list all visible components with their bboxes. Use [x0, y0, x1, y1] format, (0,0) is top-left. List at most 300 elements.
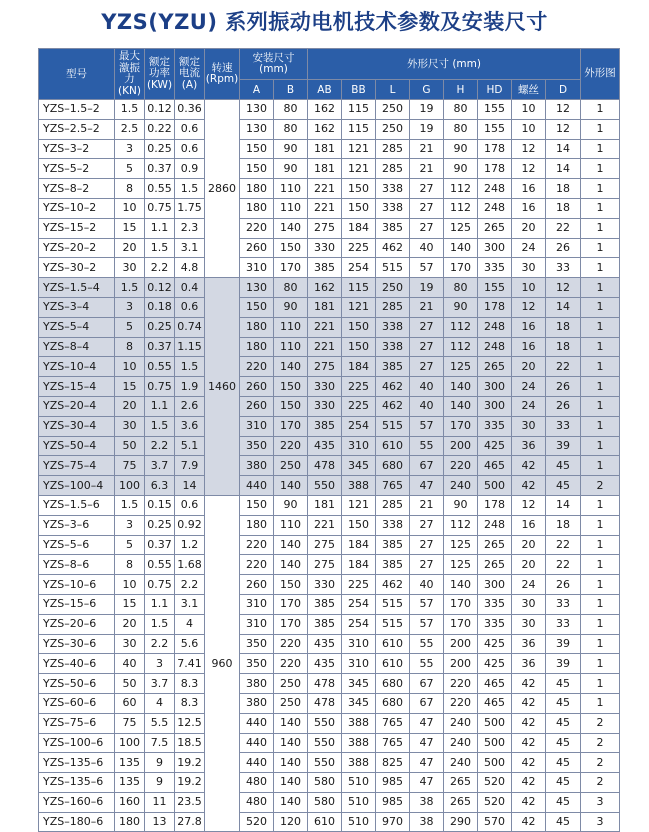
value-cell: 0.37	[145, 159, 175, 179]
value-cell: 47	[410, 753, 444, 773]
value-cell: 250	[274, 456, 308, 476]
value-cell: 180	[240, 179, 274, 199]
value-cell: 140	[274, 218, 308, 238]
value-cell: 150	[240, 159, 274, 179]
value-cell: 1.9	[175, 377, 205, 397]
table-row	[39, 357, 620, 377]
value-cell: 220	[444, 674, 478, 694]
model-cell: YZS–100–4	[39, 476, 115, 496]
table-row	[39, 218, 620, 238]
value-cell: 345	[342, 693, 376, 713]
value-cell: 250	[376, 119, 410, 139]
value-cell: 510	[342, 773, 376, 793]
value-cell: 1	[581, 575, 620, 595]
value-cell: 140	[444, 396, 478, 416]
value-cell: 500	[478, 713, 512, 733]
value-cell: 1	[581, 179, 620, 199]
value-cell: 290	[444, 812, 478, 832]
header-outline: 外形尺寸 (mm)	[308, 49, 581, 80]
value-cell: 680	[376, 693, 410, 713]
value-cell: 250	[376, 278, 410, 298]
table-row	[39, 614, 620, 634]
value-cell: 13	[145, 812, 175, 832]
table-row	[39, 575, 620, 595]
value-cell: 2.2	[145, 436, 175, 456]
value-cell: 5	[115, 159, 145, 179]
value-cell: 220	[444, 693, 478, 713]
value-cell: 50	[115, 674, 145, 694]
value-cell: 80	[274, 119, 308, 139]
table-row	[39, 416, 620, 436]
value-cell: 30	[512, 614, 546, 634]
value-cell: 1	[581, 416, 620, 436]
value-cell: 55	[410, 436, 444, 456]
value-cell: 170	[274, 614, 308, 634]
table-row	[39, 159, 620, 179]
value-cell: 680	[376, 674, 410, 694]
value-cell: 6.3	[145, 476, 175, 496]
value-cell: 67	[410, 674, 444, 694]
value-cell: 22	[546, 357, 581, 377]
table-row	[39, 733, 620, 753]
value-cell: 300	[478, 396, 512, 416]
value-cell: 42	[512, 674, 546, 694]
value-cell: 140	[274, 476, 308, 496]
value-cell: 3.7	[145, 674, 175, 694]
value-cell: 3.7	[145, 456, 175, 476]
value-cell: 515	[376, 614, 410, 634]
value-cell: 16	[512, 317, 546, 337]
value-cell: 510	[342, 812, 376, 832]
value-cell: 1.5	[145, 238, 175, 258]
value-cell: 221	[308, 515, 342, 535]
value-cell: 300	[478, 377, 512, 397]
value-cell: 275	[308, 535, 342, 555]
value-cell: 310	[342, 634, 376, 654]
value-cell: 550	[308, 476, 342, 496]
value-cell: 1.5	[115, 278, 145, 298]
value-cell: 220	[240, 357, 274, 377]
value-cell: 221	[308, 198, 342, 218]
model-cell: YZS–30–4	[39, 416, 115, 436]
value-cell: 1	[581, 278, 620, 298]
value-cell: 90	[274, 139, 308, 159]
value-cell: 42	[512, 773, 546, 793]
value-cell: 125	[444, 555, 478, 575]
value-cell: 112	[444, 179, 478, 199]
model-cell: YZS–10–2	[39, 198, 115, 218]
value-cell: 115	[342, 119, 376, 139]
value-cell: 0.6	[175, 119, 205, 139]
value-cell: 181	[308, 159, 342, 179]
value-cell: 580	[308, 773, 342, 793]
value-cell: 200	[444, 654, 478, 674]
value-cell: 3	[115, 515, 145, 535]
value-cell: 20	[512, 218, 546, 238]
value-cell: 130	[240, 100, 274, 120]
value-cell: 38	[410, 792, 444, 812]
value-cell: 2.2	[145, 634, 175, 654]
value-cell: 30	[512, 416, 546, 436]
value-cell: 16	[512, 198, 546, 218]
model-cell: YZS–160–6	[39, 792, 115, 812]
value-cell: 500	[478, 733, 512, 753]
value-cell: 21	[410, 159, 444, 179]
value-cell: 225	[342, 238, 376, 258]
table-row	[39, 634, 620, 654]
table-row	[39, 278, 620, 298]
value-cell: 19	[410, 100, 444, 120]
value-cell: 462	[376, 377, 410, 397]
value-cell: 310	[240, 258, 274, 278]
value-cell: 825	[376, 753, 410, 773]
value-cell: 42	[512, 713, 546, 733]
value-cell: 170	[274, 258, 308, 278]
value-cell: 155	[478, 100, 512, 120]
value-cell: 520	[240, 812, 274, 832]
value-cell: 155	[478, 278, 512, 298]
value-cell: 515	[376, 258, 410, 278]
value-cell: 248	[478, 337, 512, 357]
value-cell: 0.25	[145, 139, 175, 159]
value-cell: 765	[376, 476, 410, 496]
value-cell: 478	[308, 456, 342, 476]
model-cell: YZS–8–4	[39, 337, 115, 357]
value-cell: 1	[581, 674, 620, 694]
value-cell: 350	[240, 634, 274, 654]
value-cell: 200	[444, 436, 478, 456]
model-cell: YZS–20–6	[39, 614, 115, 634]
value-cell: 140	[274, 535, 308, 555]
value-cell: 112	[444, 198, 478, 218]
table-row	[39, 753, 620, 773]
value-cell: 42	[512, 753, 546, 773]
value-cell: 478	[308, 674, 342, 694]
value-cell: 162	[308, 100, 342, 120]
value-cell: 425	[478, 654, 512, 674]
value-cell: 300	[478, 575, 512, 595]
value-cell: 520	[478, 773, 512, 793]
header-current: 额定电流(A)	[175, 49, 205, 100]
model-cell: YZS–3–6	[39, 515, 115, 535]
subheader-cell: 螺丝	[512, 80, 546, 100]
value-cell: 1	[581, 396, 620, 416]
model-cell: YZS–30–6	[39, 634, 115, 654]
value-cell: 2	[581, 476, 620, 496]
value-cell: 80	[274, 278, 308, 298]
value-cell: 220	[240, 555, 274, 575]
value-cell: 388	[342, 476, 376, 496]
value-cell: 610	[376, 654, 410, 674]
table-row	[39, 773, 620, 793]
value-cell: 10	[115, 575, 145, 595]
value-cell: 130	[240, 278, 274, 298]
table-row	[39, 515, 620, 535]
value-cell: 338	[376, 337, 410, 357]
value-cell: 47	[410, 713, 444, 733]
model-cell: YZS–15–2	[39, 218, 115, 238]
value-cell: 24	[512, 575, 546, 595]
value-cell: 0.4	[175, 278, 205, 298]
value-cell: 22	[546, 555, 581, 575]
value-cell: 385	[308, 594, 342, 614]
value-cell: 110	[274, 317, 308, 337]
model-cell: YZS–10–4	[39, 357, 115, 377]
model-cell: YZS–135–6	[39, 753, 115, 773]
value-cell: 12	[546, 119, 581, 139]
value-cell: 265	[478, 218, 512, 238]
value-cell: 550	[308, 713, 342, 733]
value-cell: 40	[410, 396, 444, 416]
speed-cell: 2860	[205, 100, 240, 278]
value-cell: 27	[410, 515, 444, 535]
value-cell: 162	[308, 119, 342, 139]
value-cell: 180	[240, 337, 274, 357]
value-cell: 45	[546, 773, 581, 793]
value-cell: 16	[512, 337, 546, 357]
value-cell: 1	[581, 495, 620, 515]
value-cell: 515	[376, 416, 410, 436]
value-cell: 3	[115, 297, 145, 317]
value-cell: 515	[376, 594, 410, 614]
value-cell: 610	[308, 812, 342, 832]
value-cell: 338	[376, 515, 410, 535]
value-cell: 19.2	[175, 773, 205, 793]
value-cell: 162	[308, 278, 342, 298]
value-cell: 500	[478, 476, 512, 496]
table-row	[39, 812, 620, 832]
value-cell: 90	[274, 495, 308, 515]
value-cell: 335	[478, 258, 512, 278]
value-cell: 610	[376, 436, 410, 456]
value-cell: 110	[274, 198, 308, 218]
value-cell: 8.3	[175, 674, 205, 694]
value-cell: 24	[512, 377, 546, 397]
value-cell: 254	[342, 594, 376, 614]
value-cell: 42	[512, 812, 546, 832]
model-cell: YZS–75–6	[39, 713, 115, 733]
value-cell: 254	[342, 258, 376, 278]
value-cell: 180	[115, 812, 145, 832]
value-cell: 570	[478, 812, 512, 832]
value-cell: 110	[274, 179, 308, 199]
value-cell: 440	[240, 476, 274, 496]
value-cell: 3	[145, 654, 175, 674]
value-cell: 20	[512, 535, 546, 555]
value-cell: 170	[274, 416, 308, 436]
value-cell: 67	[410, 693, 444, 713]
value-cell: 8.3	[175, 693, 205, 713]
value-cell: 338	[376, 198, 410, 218]
value-cell: 18	[546, 337, 581, 357]
value-cell: 350	[240, 654, 274, 674]
value-cell: 1.5	[175, 179, 205, 199]
model-cell: YZS–20–4	[39, 396, 115, 416]
value-cell: 18	[546, 198, 581, 218]
value-cell: 20	[512, 357, 546, 377]
value-cell: 27	[410, 337, 444, 357]
value-cell: 90	[444, 297, 478, 317]
subheader-cell: H	[444, 80, 478, 100]
value-cell: 0.22	[145, 119, 175, 139]
value-cell: 140	[444, 575, 478, 595]
value-cell: 12	[512, 139, 546, 159]
value-cell: 2.3	[175, 218, 205, 238]
value-cell: 1	[581, 238, 620, 258]
value-cell: 12	[546, 278, 581, 298]
value-cell: 220	[274, 634, 308, 654]
model-cell: YZS–15–6	[39, 594, 115, 614]
value-cell: 388	[342, 733, 376, 753]
value-cell: 20	[512, 555, 546, 575]
value-cell: 0.6	[175, 495, 205, 515]
value-cell: 45	[546, 693, 581, 713]
value-cell: 11	[145, 792, 175, 812]
subheader-cell: A	[240, 80, 274, 100]
value-cell: 1	[581, 614, 620, 634]
value-cell: 5	[115, 535, 145, 555]
value-cell: 80	[444, 278, 478, 298]
value-cell: 18	[546, 515, 581, 535]
value-cell: 1.5	[115, 100, 145, 120]
value-cell: 36	[512, 436, 546, 456]
value-cell: 335	[478, 416, 512, 436]
table-row	[39, 693, 620, 713]
model-cell: YZS–100–6	[39, 733, 115, 753]
value-cell: 42	[512, 693, 546, 713]
value-cell: 57	[410, 416, 444, 436]
value-cell: 150	[240, 297, 274, 317]
value-cell: 1	[581, 297, 620, 317]
value-cell: 0.6	[175, 297, 205, 317]
value-cell: 1	[581, 436, 620, 456]
value-cell: 36	[512, 654, 546, 674]
value-cell: 440	[240, 713, 274, 733]
model-cell: YZS–5–4	[39, 317, 115, 337]
value-cell: 26	[546, 575, 581, 595]
value-cell: 112	[444, 317, 478, 337]
value-cell: 150	[274, 377, 308, 397]
value-cell: 4	[145, 693, 175, 713]
value-cell: 765	[376, 733, 410, 753]
header-model: 型号	[39, 49, 115, 100]
value-cell: 285	[376, 495, 410, 515]
value-cell: 338	[376, 179, 410, 199]
value-cell: 385	[308, 258, 342, 278]
value-cell: 170	[444, 416, 478, 436]
value-cell: 254	[342, 416, 376, 436]
value-cell: 462	[376, 238, 410, 258]
value-cell: 480	[240, 773, 274, 793]
header-speed: 转速(Rpm)	[205, 49, 240, 100]
value-cell: 220	[274, 654, 308, 674]
table-row	[39, 238, 620, 258]
value-cell: 265	[444, 773, 478, 793]
value-cell: 1	[581, 119, 620, 139]
value-cell: 45	[546, 476, 581, 496]
value-cell: 100	[115, 733, 145, 753]
table-row	[39, 713, 620, 733]
value-cell: 10	[512, 119, 546, 139]
value-cell: 18	[546, 179, 581, 199]
value-cell: 425	[478, 634, 512, 654]
header-force: 最大激振力(KN)	[115, 49, 145, 100]
model-cell: YZS–1.5–2	[39, 100, 115, 120]
table-row	[39, 258, 620, 278]
value-cell: 465	[478, 693, 512, 713]
value-cell: 80	[274, 100, 308, 120]
table-row	[39, 476, 620, 496]
value-cell: 221	[308, 337, 342, 357]
value-cell: 985	[376, 792, 410, 812]
value-cell: 12.5	[175, 713, 205, 733]
value-cell: 14	[546, 495, 581, 515]
value-cell: 440	[240, 753, 274, 773]
table-row	[39, 674, 620, 694]
value-cell: 248	[478, 198, 512, 218]
value-cell: 225	[342, 396, 376, 416]
value-cell: 115	[342, 100, 376, 120]
value-cell: 1	[581, 218, 620, 238]
value-cell: 121	[342, 139, 376, 159]
header-install: 安装尺寸(mm)	[240, 49, 308, 80]
value-cell: 0.12	[145, 278, 175, 298]
value-cell: 125	[444, 218, 478, 238]
value-cell: 110	[274, 337, 308, 357]
value-cell: 184	[342, 218, 376, 238]
value-cell: 125	[444, 357, 478, 377]
value-cell: 680	[376, 456, 410, 476]
subheader-cell: D	[546, 80, 581, 100]
value-cell: 19	[410, 119, 444, 139]
value-cell: 0.92	[175, 515, 205, 535]
value-cell: 1.5	[115, 495, 145, 515]
value-cell: 1.5	[175, 357, 205, 377]
value-cell: 55	[410, 634, 444, 654]
value-cell: 27	[410, 555, 444, 575]
value-cell: 1	[581, 258, 620, 278]
value-cell: 155	[478, 119, 512, 139]
value-cell: 150	[240, 139, 274, 159]
value-cell: 140	[274, 555, 308, 575]
value-cell: 435	[308, 436, 342, 456]
value-cell: 2.5	[115, 119, 145, 139]
value-cell: 45	[546, 812, 581, 832]
value-cell: 510	[342, 792, 376, 812]
value-cell: 385	[308, 614, 342, 634]
table-row	[39, 594, 620, 614]
value-cell: 0.75	[145, 198, 175, 218]
value-cell: 330	[308, 377, 342, 397]
value-cell: 75	[115, 713, 145, 733]
value-cell: 15	[115, 377, 145, 397]
value-cell: 462	[376, 396, 410, 416]
value-cell: 2	[581, 753, 620, 773]
value-cell: 765	[376, 713, 410, 733]
value-cell: 26	[546, 377, 581, 397]
value-cell: 150	[240, 495, 274, 515]
value-cell: 3	[581, 792, 620, 812]
value-cell: 10	[512, 100, 546, 120]
page-title: YZS(YZU) 系列振动电机技术参数及安装尺寸	[101, 10, 548, 34]
value-cell: 1	[581, 555, 620, 575]
value-cell: 240	[444, 733, 478, 753]
value-cell: 27	[410, 535, 444, 555]
table-row	[39, 654, 620, 674]
value-cell: 285	[376, 297, 410, 317]
value-cell: 5	[115, 317, 145, 337]
value-cell: 0.55	[145, 179, 175, 199]
